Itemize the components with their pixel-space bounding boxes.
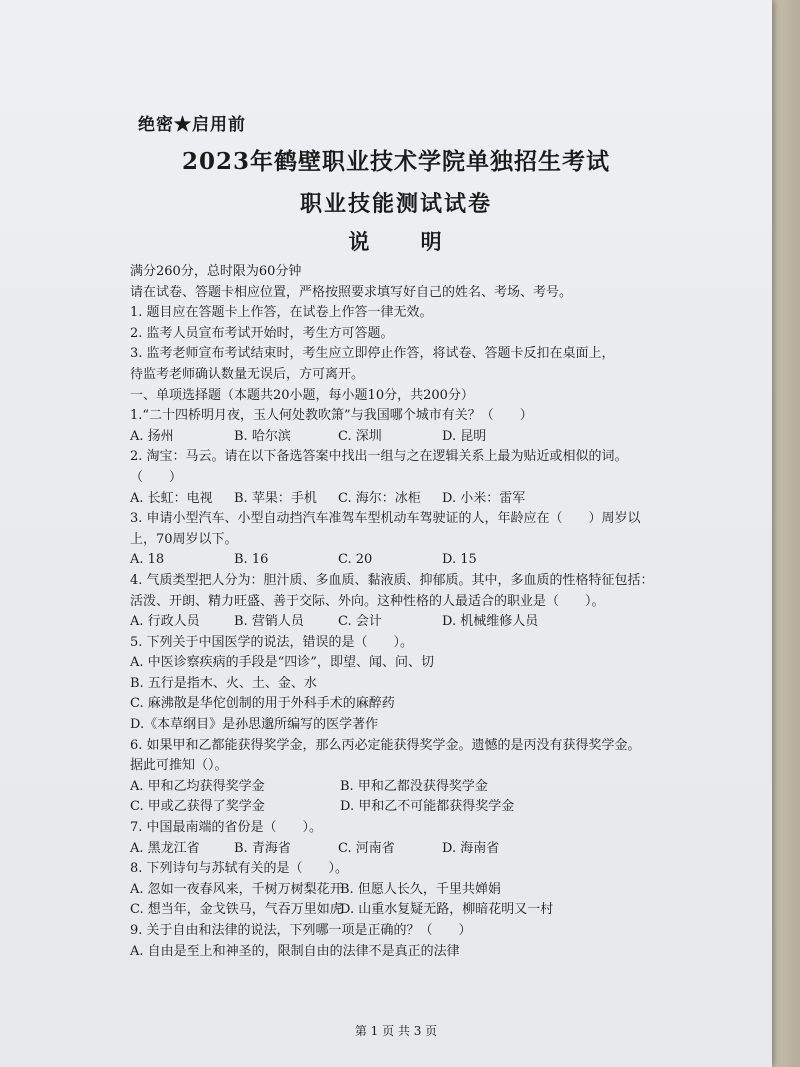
question-stem: 7. 中国最南端的省份是（ ）。 [130,820,323,836]
question-stem: 据此可推知（）。 [130,758,228,774]
question-stem: 6. 如果甲和乙都能获得奖学金，那么丙必定能获得奖学金。遗憾的是丙没有获得奖学金。 [130,737,641,753]
option: B. 哈尔滨 [234,428,291,444]
option: D. 海南省 [442,840,500,856]
instruction-line: 满分260分，总时限为60分钟 [130,264,302,279]
exam-body [130,262,654,962]
option-row [130,550,650,571]
instruction-line: 1. 题目应在答题卡上作答，在试卷上作答一律无效。 [130,305,433,321]
option: B. 青海省 [234,840,291,856]
option: A. 忽如一夜春风来，千树万树梨花开 [130,881,343,897]
question-stem: 3. 申请小型汽车、小型自动挡汽车准驾车型机动车驾驶证的人，年龄应在（ ）周岁以 [130,511,641,527]
option: D. 15 [442,552,477,568]
option: A. 扬州 [130,428,174,444]
question-stem: 上，70周岁以下。 [130,531,238,547]
instruction-line: 2. 监考人员宣布考试开始时，考生方可答题。 [130,325,394,341]
option: A. 行政人员 [130,614,200,630]
option: A. 甲和乙均获得奖学金 [130,778,265,794]
option: D. 小米：雷军 [442,490,526,506]
option: A. 中医诊察疾病的手段是“四诊”，即望、闻、问、切 [130,655,434,671]
instruction-line: 请在试卷、答题卡相应位置，严格按照要求填写好自己的姓名、考场、考号。 [130,284,573,300]
option-row [130,839,650,860]
option: D.《本草纲目》是孙思邈所编写的医学著作 [130,717,379,733]
question-stem: 8. 下列诗句与苏轼有关的是（ ）。 [130,861,349,877]
option-row [130,900,650,921]
option: A. 18 [130,552,165,568]
option-row [130,797,650,818]
instruction-line: 3. 监考老师宣布考试结束时，考生应立即停止作答，将试卷、答题卡反扣在桌面上， [130,346,615,362]
option: B. 苹果：手机 [234,490,317,506]
option: D. 山重水复疑无路，柳暗花明又一村 [340,902,554,918]
question-stem: 活泼、开朗、精力旺盛、善于交际、外向。这种性格的人最适合的职业是（ ）。 [130,593,605,609]
option: B. 营销人员 [234,614,304,630]
question-stem: 1.“二十四桥明月夜，玉人何处教吹箫”与我国哪个城市有关？（ ） [130,408,533,424]
option: A. 黑龙江省 [130,840,200,856]
exam-title: 2023年鹤壁职业技术学院单独招生考试 [181,148,610,175]
question-stem: 5. 下列关于中国医学的说法，错误的是（ ）。 [130,634,414,650]
option: B. 16 [234,552,269,568]
option: D. 甲和乙不可能都获得奖学金 [340,799,515,815]
option: C. 海尔：冰柜 [338,490,421,506]
option: A. 长虹：电视 [130,490,213,506]
option: C. 会计 [338,614,382,630]
option: A. 自由是至上和神圣的，限制自由的法律不是真正的法律 [130,943,460,959]
section-title: 说 明 [348,229,464,254]
option: D. 昆明 [442,428,487,444]
question-stem: 9. 关于自由和法律的说法，下列哪一项是正确的？（ ） [130,923,472,938]
option: C. 甲或乙获得了奖学金 [130,799,265,815]
option-row [130,427,650,448]
option: C. 河南省 [338,840,395,856]
option: C. 20 [338,552,373,568]
exam-subtitle: 职业技能测试试卷 [299,191,492,217]
page-number: 第 1 页 共 3 页 [354,1024,438,1038]
secret-mark: 绝密★启用前 [138,115,246,135]
option: C. 想当年，金戈铁马，气吞万里如虎 [130,902,343,918]
option-row [130,777,650,798]
option: D. 机械维修人员 [442,614,539,630]
question-stem: （ ） [130,469,183,485]
option-row [130,880,650,901]
question-stem: 2. 淘宝：马云。请在以下备选答案中找出一组与之在逻辑关系上最为贴近或相似的词。 [130,449,628,465]
option-row [130,612,650,633]
part-heading: 一、单项选择题（本题共20小题，每小题10分，共200分） [130,387,474,403]
option-row [130,489,650,510]
option: B. 甲和乙都没获得奖学金 [340,778,488,794]
option: C. 麻沸散是华佗创制的用于外科手术的麻醉药 [130,696,395,712]
option: B. 但愿人长久，千里共婵娟 [340,881,501,897]
question-stem: 4. 气质类型把人分为：胆汁质、多血质、黏液质、抑郁质。其中，多血质的性格特征包括： [130,572,654,588]
option: B. 五行是指木、火、土、金、水 [130,675,317,691]
instruction-line: 待监考老师确认数量无误后，方可离开。 [130,366,365,382]
option: C. 深圳 [338,428,382,444]
